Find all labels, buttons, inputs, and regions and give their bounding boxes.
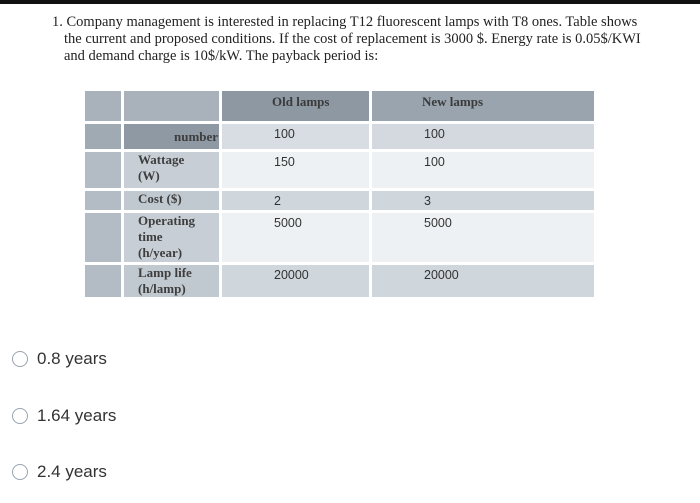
radio-button[interactable] [12,351,28,367]
question-line: the current and proposed conditions. If the cost of replacement is 3000 $. Energy rate is 0.05$/KWI [64,31,641,47]
answer-option-label: 2.4 years [37,462,107,481]
new-value: 20000 [371,264,596,299]
row-label: number [123,123,221,151]
radio-button[interactable] [12,408,28,424]
row-label: Operating time (h/year) [123,212,221,264]
answer-option-label: 0.8 years [37,349,107,368]
table-row [84,212,596,264]
table-row [84,151,596,190]
header-empty-cell [123,90,221,123]
answer-option-label: 1.64 years [37,406,117,425]
row-label: Wattage (W) [123,151,221,190]
header-new-lamps: New lamps [371,90,596,123]
top-border [0,0,700,4]
new-value: 100 [371,123,596,151]
old-value: 20000 [221,264,371,299]
header-old-lamps: Old lamps [221,90,371,123]
new-value: 3 [371,190,596,212]
table-row [84,123,596,151]
new-value: 100 [371,151,596,190]
header-empty-cell [84,90,123,123]
old-value: 2 [221,190,371,212]
answer-option-1[interactable] [12,347,107,371]
question-text [52,14,700,65]
table-row [84,264,596,299]
lamp-comparison-table [82,88,597,300]
old-value: 5000 [221,212,371,264]
row-label: Lamp life (h/lamp) [123,264,221,299]
old-value: 100 [221,123,371,151]
new-value: 5000 [371,212,596,264]
answer-option-3[interactable] [12,460,107,484]
old-value: 150 [221,151,371,190]
answer-option-2[interactable] [12,404,116,428]
row-label: Cost ($) [123,190,221,212]
table-row [84,190,596,212]
radio-button[interactable] [12,464,28,480]
question-line: and demand charge is 10$/kW. The payback period is: [64,48,379,64]
table-header-row [84,90,596,123]
question-line: 1. Company management is interested in replacing T12 fluorescent lamps with T8 ones. Table shows [52,14,638,30]
